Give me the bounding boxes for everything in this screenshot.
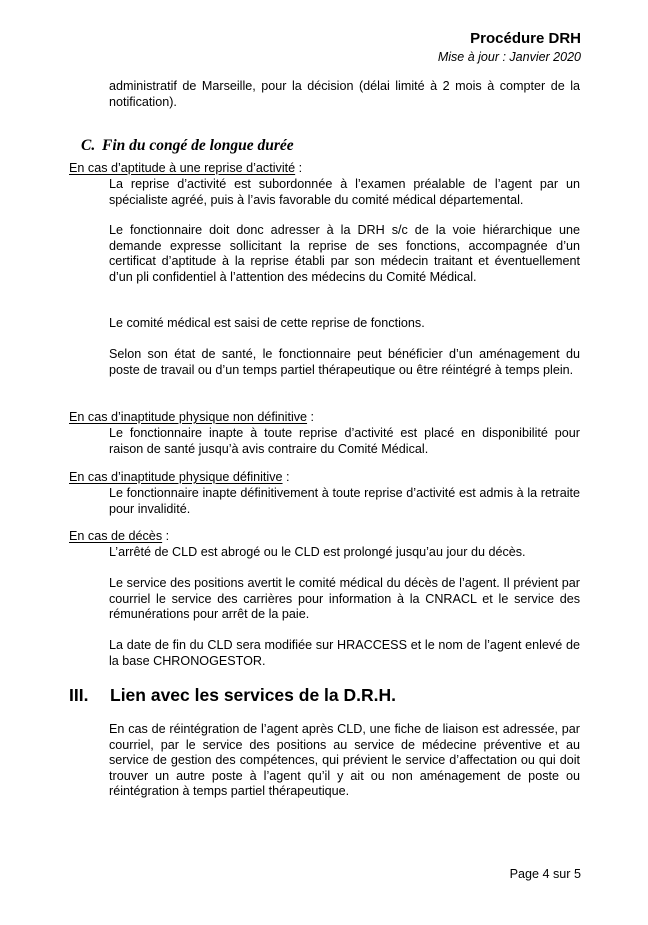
aptitude-paragraph-4: Selon son état de santé, le fonctionnaire peut bénéficier d’un aménagement du poste de travail ou d’un temps partiel thérapeutique ou être réintégré à temps plein. — [109, 347, 580, 377]
section-iii-heading — [69, 684, 396, 706]
section-c-heading — [81, 136, 294, 156]
case-label-inaptitude-definitive: En cas d’inaptitude physique définitive : — [69, 470, 290, 484]
aptitude-paragraph-1: La reprise d’activité est subordonnée à l’examen préalable de l’agent par un spécialiste agréé, puis à l’avis favorable du comité médical départemental. — [109, 177, 580, 207]
page-header — [438, 30, 581, 65]
document-title: Procédure DRH — [470, 30, 581, 47]
update-date: Mise à jour : Janvier 2020 — [437, 50, 581, 64]
deces-paragraph-1: L’arrêté de CLD est abrogé ou le CLD est prolongé jusqu’au jour du décès. — [109, 545, 526, 559]
page-number: Page 4 sur 5 — [509, 867, 581, 881]
inaptitude-definitive-paragraph: Le fonctionnaire inapte définitivement à toute reprise d’activité est admis à la retraite pour invalidité. — [109, 486, 580, 516]
case-label-aptitude: En cas d’aptitude à une reprise d’activité : — [69, 161, 303, 175]
section-c-letter: C. — [81, 137, 96, 154]
deces-paragraph-3: La date de fin du CLD sera modifiée sur HRACCESS et le nom de l’agent enlevé de la base CHRONOGESTOR. — [109, 638, 580, 668]
section-iii-number: III. — [69, 685, 89, 705]
case-label-deces: En cas de décès : — [69, 529, 170, 543]
section-iii-paragraph: En cas de réintégration de l’agent après CLD, une fiche de liaison est adressée, par courriel, par le service des positions au service de médecine préventive et au service de gestion des compétences, qui prévient le service d’affectation ou qui doit trouver un autre poste à l’agent qu’il y ait ou non aménagement de poste ou réintégration à temps partiel thérapeutique. — [109, 722, 580, 798]
aptitude-paragraph-3: Le comité médical est saisi de cette reprise de fonctions. — [109, 316, 425, 330]
intro-continuation-paragraph: administratif de Marseille, pour la décision (délai limité à 2 mois à compter de la notification). — [109, 79, 580, 109]
case-label-inaptitude-temporary: En cas d’inaptitude physique non définitive : — [69, 410, 315, 424]
inaptitude-temporary-paragraph: Le fonctionnaire inapte à toute reprise d’activité est placé en disponibilité pour raison de santé jusqu’à avis contraire du Comité Médical. — [109, 426, 580, 456]
deces-paragraph-2: Le service des positions avertit le comité médical du décès de l’agent. Il prévient par courriel le service des carrières pour information à la CNRACL et le service des rémunérations pour arrêt de la paie. — [109, 576, 580, 621]
section-iii-title: Lien avec les services de la D.R.H. — [110, 685, 396, 705]
aptitude-paragraph-2: Le fonctionnaire doit donc adresser à la DRH s/c de la voie hiérarchique une demande expresse sollicitant la reprise de ses fonctions, accompagnée d’un certificat d’aptitude à la reprise établi par son médecin traitant et éventuellement d’un pli confidentiel à l’attention des médecins du Comité Médical. — [109, 223, 580, 284]
section-c-title: Fin du congé de longue durée — [102, 137, 294, 154]
